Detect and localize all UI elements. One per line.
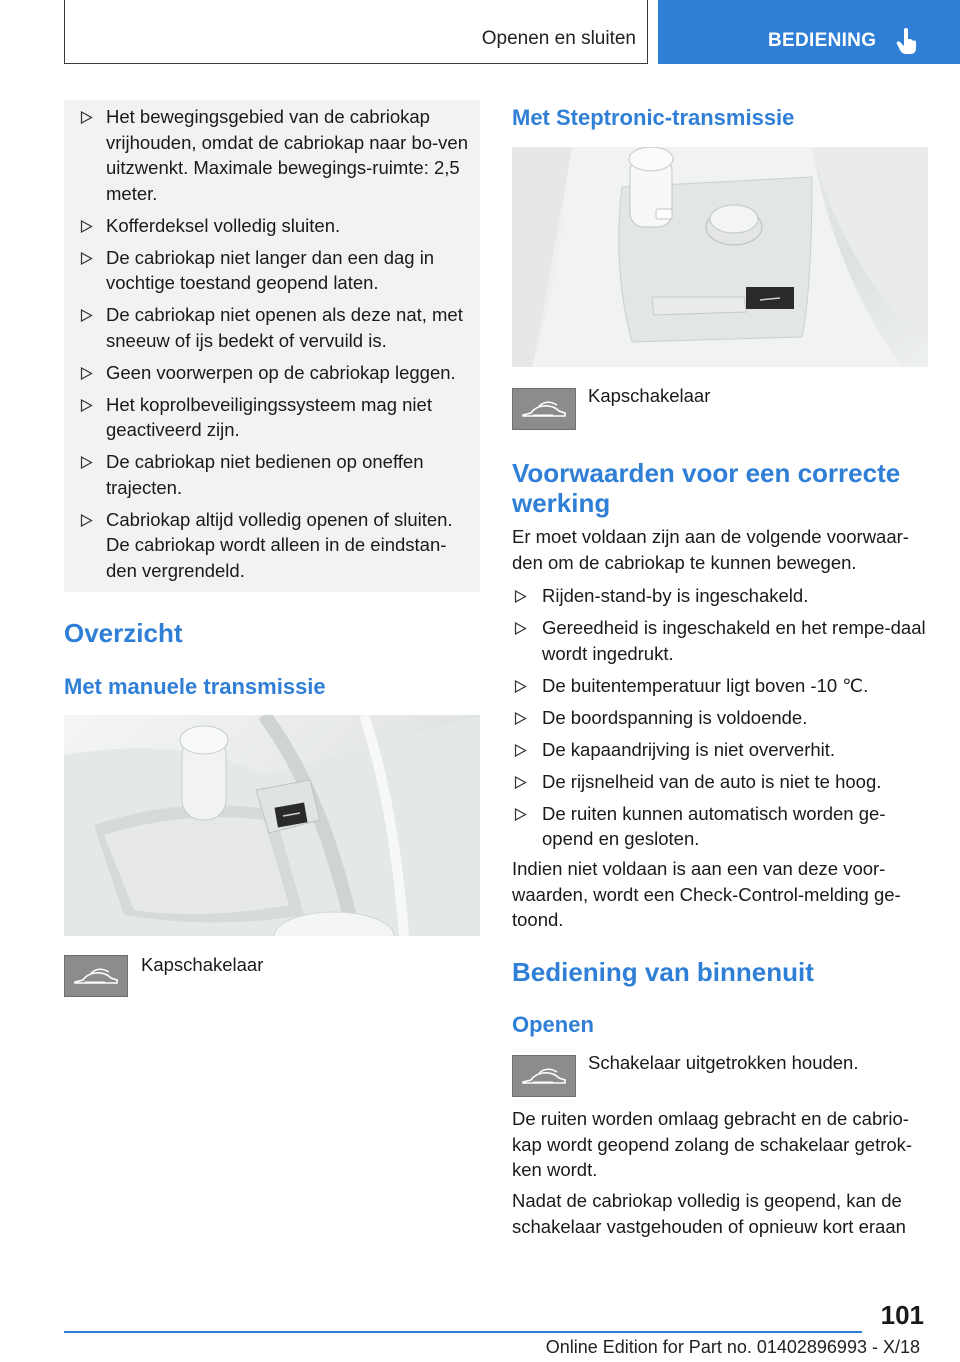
operation-paragraph: Nadat de cabriokap volledig is geopend, kan de schakelaar vastgehouden of opnieuw kort eraan [512, 1190, 906, 1237]
triangle-bullet-icon [80, 456, 93, 469]
triangle-bullet-icon [80, 309, 93, 322]
chapter-tab[interactable] [658, 0, 960, 64]
list-item: Gereedheid is ingeschakeld en het rempe-daal wordt ingedrukt. [512, 615, 928, 666]
list-item: De boordspanning is voldoende. [512, 705, 928, 731]
triangle-bullet-icon [514, 712, 527, 725]
conditions-heading: Voorwaarden voor een correcte werking [512, 458, 901, 518]
list-item: Geen voorwerpen op de cabriokap leggen. [64, 360, 470, 386]
triangle-bullet-icon [514, 622, 527, 635]
hand-pointer-icon [896, 28, 918, 54]
section-title: Openen en sluiten [481, 28, 636, 49]
list-item: De ruiten kunnen automatisch worden ge-opend en gesloten. [512, 801, 928, 852]
chapter-title: BEDIENING [768, 30, 877, 51]
triangle-bullet-icon [514, 590, 527, 603]
list-item: Het koprolbeveiligingssysteem mag niet geactiveerd zijn. [64, 392, 470, 443]
list-item: De cabriokap niet openen als deze nat, met sneeuw of ijs bedekt of vervuild is. [64, 302, 470, 353]
conditions-outro: Indien niet voldaan is aan een van deze voor-waarden, wordt een Check-Control-melding ge-toond. [512, 858, 901, 930]
triangle-bullet-icon [80, 111, 93, 124]
open-heading: Openen [512, 1012, 594, 1037]
operation-heading: Bediening van binnenuit [512, 957, 814, 987]
convertible-roof-icon [513, 1056, 575, 1096]
footer-divider [64, 1331, 862, 1333]
edition-text: Online Edition for Part no. 01402896993 - X/18 [545, 1337, 920, 1357]
console-illustration [512, 147, 928, 367]
triangle-bullet-icon [514, 776, 527, 789]
triangle-bullet-icon [80, 220, 93, 233]
convertible-roof-icon [513, 389, 575, 429]
list-item: De buitentemperatuur ligt boven -10 ℃. [512, 673, 928, 699]
open-instruction: Schakelaar uitgetrokken houden. [588, 1052, 859, 1073]
roof-switch-symbol [512, 388, 576, 430]
manual-transmission-heading: Met manuele transmissie [64, 674, 326, 699]
overview-heading: Overzicht [64, 618, 183, 648]
list-item: De cabriokap niet langer dan een dag in vochtige toestand geopend laten. [64, 245, 470, 296]
convertible-roof-icon [65, 956, 127, 996]
roof-switch-symbol [64, 955, 128, 997]
triangle-bullet-icon [80, 367, 93, 380]
manual-transmission-photo [64, 715, 480, 936]
warning-box [64, 100, 480, 592]
list-item: De rijsnelheid van de auto is niet te hoog. [512, 769, 928, 795]
steptronic-heading: Met Steptronic-transmissie [512, 105, 795, 130]
list-item: De cabriokap niet bedienen op oneffen trajecten. [64, 449, 470, 500]
triangle-bullet-icon [80, 252, 93, 265]
warning-list [64, 100, 480, 583]
list-item: Cabriokap altijd volledig openen of sluiten. De cabriokap wordt alleen in de eindstan-den vergrendeld. [64, 507, 470, 584]
manual-switch-caption: Kapschakelaar [141, 954, 264, 975]
triangle-bullet-icon [514, 808, 527, 821]
list-item: Het bewegingsgebied van de cabriokap vrijhouden, omdat de cabriokap naar bo-ven uitzwenkt. Maximale bewegings-ruimte: 2,5 meter. [64, 104, 470, 206]
triangle-bullet-icon [514, 744, 527, 757]
list-item: Kofferdeksel volledig sluiten. [64, 213, 470, 239]
console-illustration [64, 715, 480, 936]
page-number: 101 [880, 1300, 924, 1330]
roof-switch-symbol [512, 1055, 576, 1097]
triangle-bullet-icon [514, 680, 527, 693]
triangle-bullet-icon [80, 514, 93, 527]
list-item: De kapaandrijving is niet oververhit. [512, 737, 928, 763]
list-item: Rijden-stand-by is ingeschakeld. [512, 583, 928, 609]
operation-paragraph: De ruiten worden omlaag gebracht en de cabrio-kap wordt geopend zolang de schakelaar getrok-ken wordt. [512, 1108, 913, 1180]
steptronic-photo [512, 147, 928, 367]
conditions-list [512, 583, 928, 858]
conditions-intro: Er moet voldaan zijn aan de volgende voorwaar-den om de cabriokap te kunnen bewegen. [512, 526, 909, 573]
triangle-bullet-icon [80, 399, 93, 412]
steptronic-switch-caption: Kapschakelaar [588, 385, 711, 406]
